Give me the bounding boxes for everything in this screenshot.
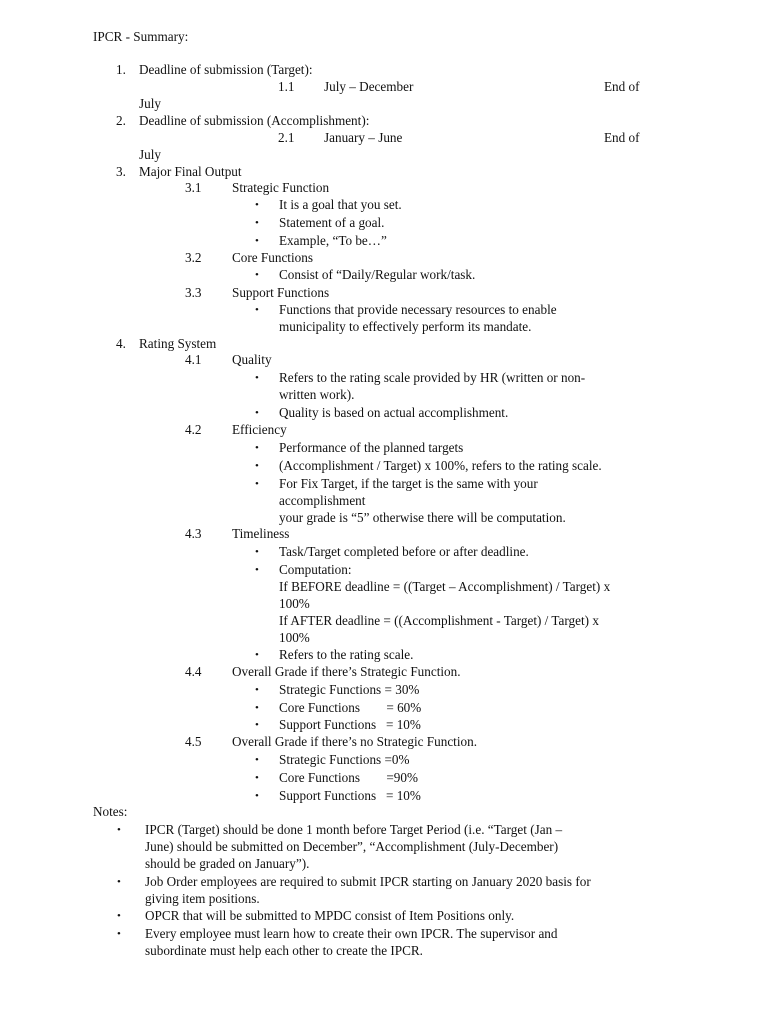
sub-item-number: 3.3 [185, 285, 202, 300]
bullet-icon: • [255, 564, 259, 576]
item-number: 2. [116, 113, 126, 128]
note-text-continued: subordinate must help each other to create the IPCR. [145, 943, 423, 958]
bullet-text: Performance of the planned targets [279, 440, 464, 455]
sub-item-number: 3.1 [185, 180, 202, 195]
bullet-text: Statement of a goal. [279, 215, 385, 230]
bullet-text: Refers to the rating scale provided by HR (written or non- [279, 370, 586, 385]
sub-item-deadline-wrap: July [139, 147, 161, 162]
sub-item-text: Efficiency [232, 422, 287, 437]
item-text: Major Final Output [139, 164, 242, 179]
bullet-text: Support Functions = 10% [279, 717, 421, 732]
bullet-text-continued: accomplishment [279, 493, 366, 508]
bullet-text-continued: written work). [279, 387, 355, 402]
bullet-text-continued: municipality to effectively perform its mandate. [279, 319, 532, 334]
sub-item-number: 4.5 [185, 734, 202, 749]
bullet-icon: • [255, 649, 259, 661]
sub-item-number: 4.2 [185, 422, 202, 437]
sub-item-text: July – December [324, 79, 414, 94]
bullet-icon: • [255, 407, 259, 419]
sub-item-text: Timeliness [232, 526, 290, 541]
note-text-continued: should be graded on January”). [145, 856, 310, 871]
bullet-icon: • [255, 719, 259, 731]
bullet-text-continued: 100% [279, 596, 310, 611]
sub-item-number: 4.4 [185, 664, 202, 679]
bullet-text: Support Functions = 10% [279, 788, 421, 803]
bullet-icon: • [255, 304, 259, 316]
bullet-icon: • [255, 235, 259, 247]
item-text: Deadline of submission (Target): [139, 62, 313, 77]
bullet-text: Strategic Functions = 30% [279, 682, 420, 697]
bullet-icon: • [255, 199, 259, 211]
bullet-text-continued: If AFTER deadline = ((Accomplishment - Target) / Target) x [279, 613, 599, 628]
bullet-icon: • [255, 754, 259, 766]
bullet-text: Refers to the rating scale. [279, 647, 414, 662]
bullet-icon: • [255, 546, 259, 558]
bullet-icon: • [117, 910, 121, 922]
sub-item-text: Strategic Function [232, 180, 330, 195]
sub-item-deadline: End of [604, 79, 640, 94]
bullet-text: Strategic Functions =0% [279, 752, 410, 767]
note-text: IPCR (Target) should be done 1 month before Target Period (i.e. “Target (Jan – [145, 822, 563, 837]
item-number: 1. [116, 62, 126, 77]
bullet-text: Example, “To be…” [279, 233, 387, 248]
sub-item-number: 4.1 [185, 352, 202, 367]
note-text-continued: giving item positions. [145, 891, 260, 906]
sub-item-text: Quality [232, 352, 272, 367]
bullet-text: It is a goal that you set. [279, 197, 402, 212]
bullet-icon: • [117, 928, 121, 940]
sub-item-number: 4.3 [185, 526, 202, 541]
bullet-icon: • [255, 772, 259, 784]
bullet-icon: • [255, 478, 259, 490]
sub-item-deadline-wrap: July [139, 96, 161, 111]
item-number: 4. [116, 336, 126, 351]
sub-item-number: 3.2 [185, 250, 202, 265]
bullet-icon: • [117, 876, 121, 888]
sub-item-text: January – June [324, 130, 403, 145]
bullet-text: Computation: [279, 562, 352, 577]
sub-item-text: Overall Grade if there’s no Strategic Function. [232, 734, 477, 749]
sub-item-number: 1.1 [278, 79, 295, 94]
bullet-text: (Accomplishment / Target) x 100%, refers to the rating scale. [279, 458, 602, 473]
sub-item-text: Core Functions [232, 250, 313, 265]
bullet-text: Core Functions = 60% [279, 700, 422, 715]
bullet-icon: • [255, 372, 259, 384]
bullet-icon: • [255, 269, 259, 281]
bullet-icon: • [255, 790, 259, 802]
bullet-icon: • [255, 460, 259, 472]
bullet-text: Consist of “Daily/Regular work/task. [279, 267, 476, 282]
document-title: IPCR - Summary: [93, 29, 189, 44]
sub-item-text: Support Functions [232, 285, 330, 300]
item-text: Deadline of submission (Accomplishment): [139, 113, 370, 128]
item-text: Rating System [139, 336, 217, 351]
bullet-text: Quality is based on actual accomplishment. [279, 405, 509, 420]
bullet-text: Functions that provide necessary resources to enable [279, 302, 557, 317]
bullet-text-continued: If BEFORE deadline = ((Target – Accomplishment) / Target) x [279, 579, 611, 594]
bullet-icon: • [255, 442, 259, 454]
note-text: OPCR that will be submitted to MPDC consist of Item Positions only. [145, 908, 515, 923]
bullet-text: Core Functions =90% [279, 770, 418, 785]
sub-item-text: Overall Grade if there’s Strategic Function. [232, 664, 461, 679]
bullet-icon: • [255, 684, 259, 696]
note-text: Job Order employees are required to submit IPCR starting on January 2020 basis for [145, 874, 591, 889]
bullet-icon: • [117, 824, 121, 836]
bullet-icon: • [255, 702, 259, 714]
sub-item-number: 2.1 [278, 130, 295, 145]
bullet-text-continued: 100% [279, 630, 310, 645]
item-number: 3. [116, 164, 126, 179]
bullet-icon: • [255, 217, 259, 229]
note-text-continued: June) should be submitted on December”, “Accomplishment (July-December) [145, 839, 559, 854]
bullet-text-continued: your grade is “5” otherwise there will be computation. [279, 510, 566, 525]
sub-item-deadline: End of [604, 130, 640, 145]
bullet-text: For Fix Target, if the target is the same with your [279, 476, 538, 491]
bullet-text: Task/Target completed before or after deadline. [279, 544, 529, 559]
note-text: Every employee must learn how to create their own IPCR. The supervisor and [145, 926, 558, 941]
notes-heading: Notes: [93, 804, 128, 819]
